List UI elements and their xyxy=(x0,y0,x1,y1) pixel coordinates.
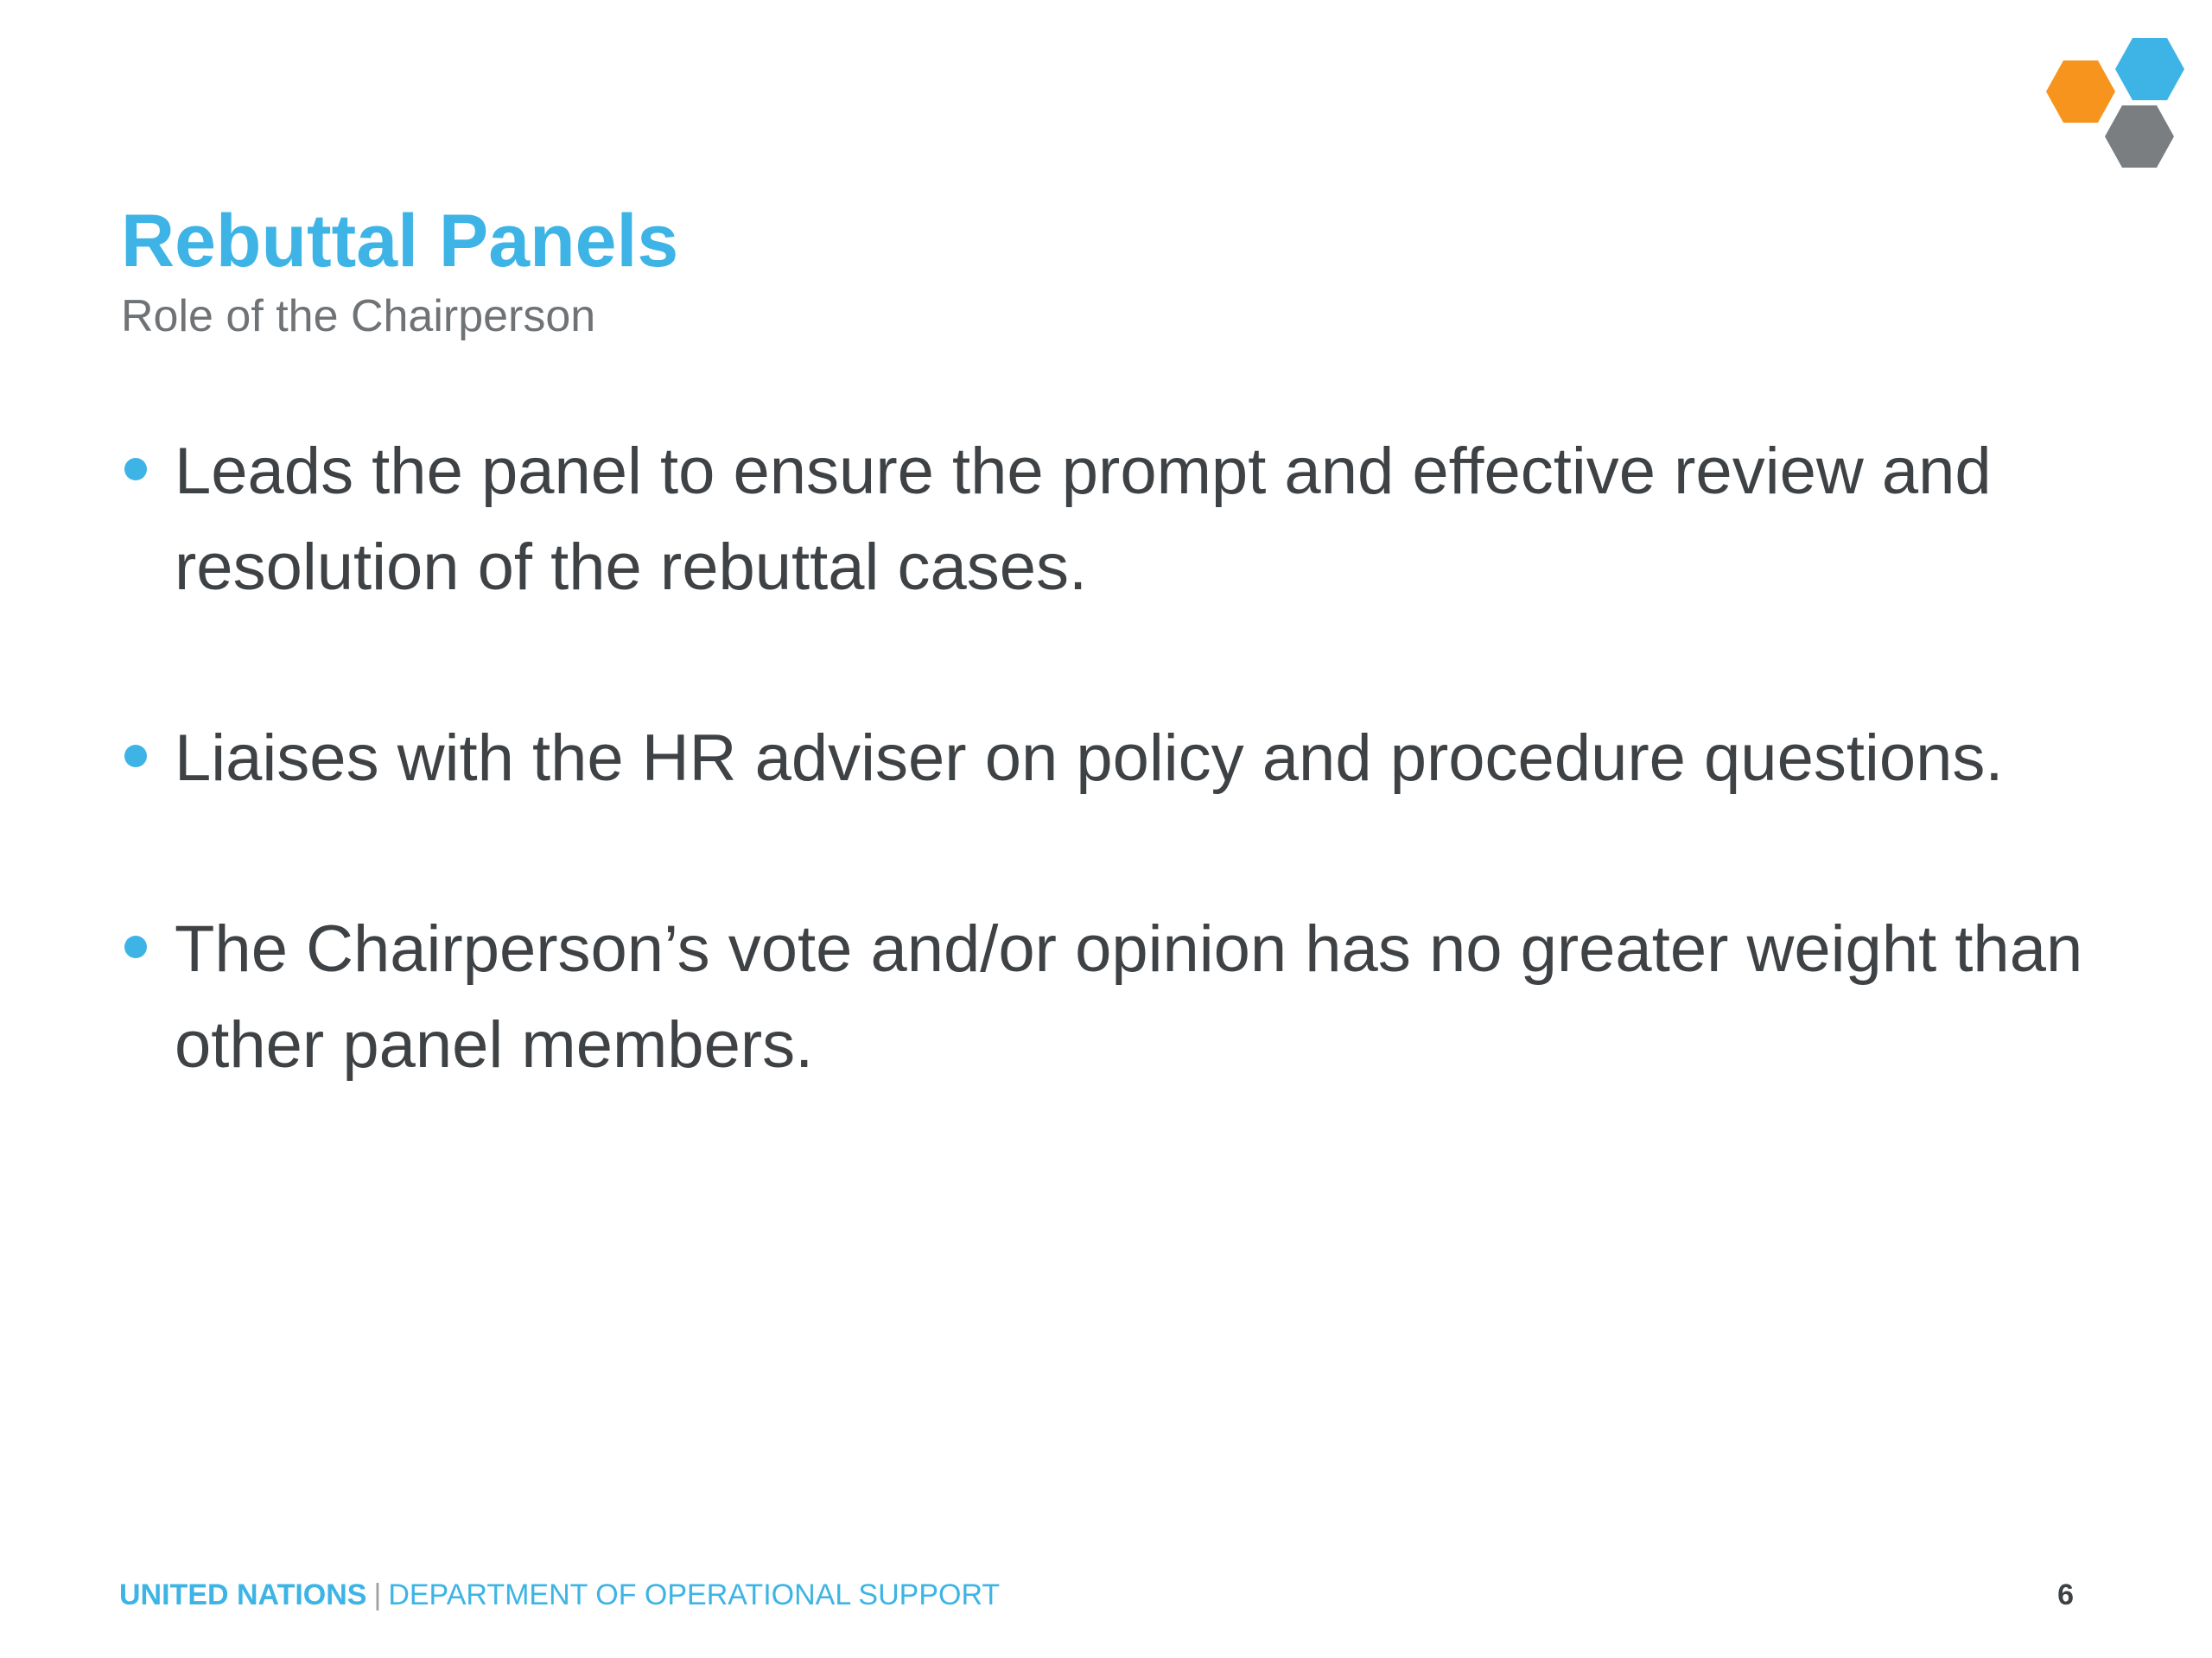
bullet-dot-icon xyxy=(124,936,147,958)
bullet-item xyxy=(121,423,2108,615)
footer-organization xyxy=(119,1578,1000,1613)
footer-separator: | xyxy=(373,1579,382,1611)
footer-org-name: UNITED NATIONS xyxy=(119,1579,367,1611)
bullet-text: Liaises with the HR adviser on policy and procedure questions. xyxy=(175,721,2004,795)
bullet-text: Leads the panel to ensure the prompt and effective review and resolution of the rebuttal cases. xyxy=(175,435,1992,604)
bullet-dot-icon xyxy=(124,458,147,480)
bullet-text: The Chairperson’s vote and/or opinion has no greater weight than other panel members. xyxy=(175,912,2083,1082)
bullet-list xyxy=(121,423,2108,1188)
bullet-item xyxy=(121,710,2108,806)
slide-subtitle: Role of the Chairperson xyxy=(121,291,596,341)
page-number: 6 xyxy=(2057,1579,2074,1611)
bullet-item xyxy=(121,901,2108,1093)
orange-hexagon-icon xyxy=(2046,60,2115,123)
bullet-dot-icon xyxy=(124,745,147,767)
slide-title: Rebuttal Panels xyxy=(121,200,679,283)
gray-hexagon-icon xyxy=(2105,105,2174,168)
blue-hexagon-icon xyxy=(2115,38,2184,100)
hexagon-cluster-logo-icon xyxy=(2039,35,2195,181)
footer-department: DEPARTMENT OF OPERATIONAL SUPPORT xyxy=(388,1579,1001,1611)
